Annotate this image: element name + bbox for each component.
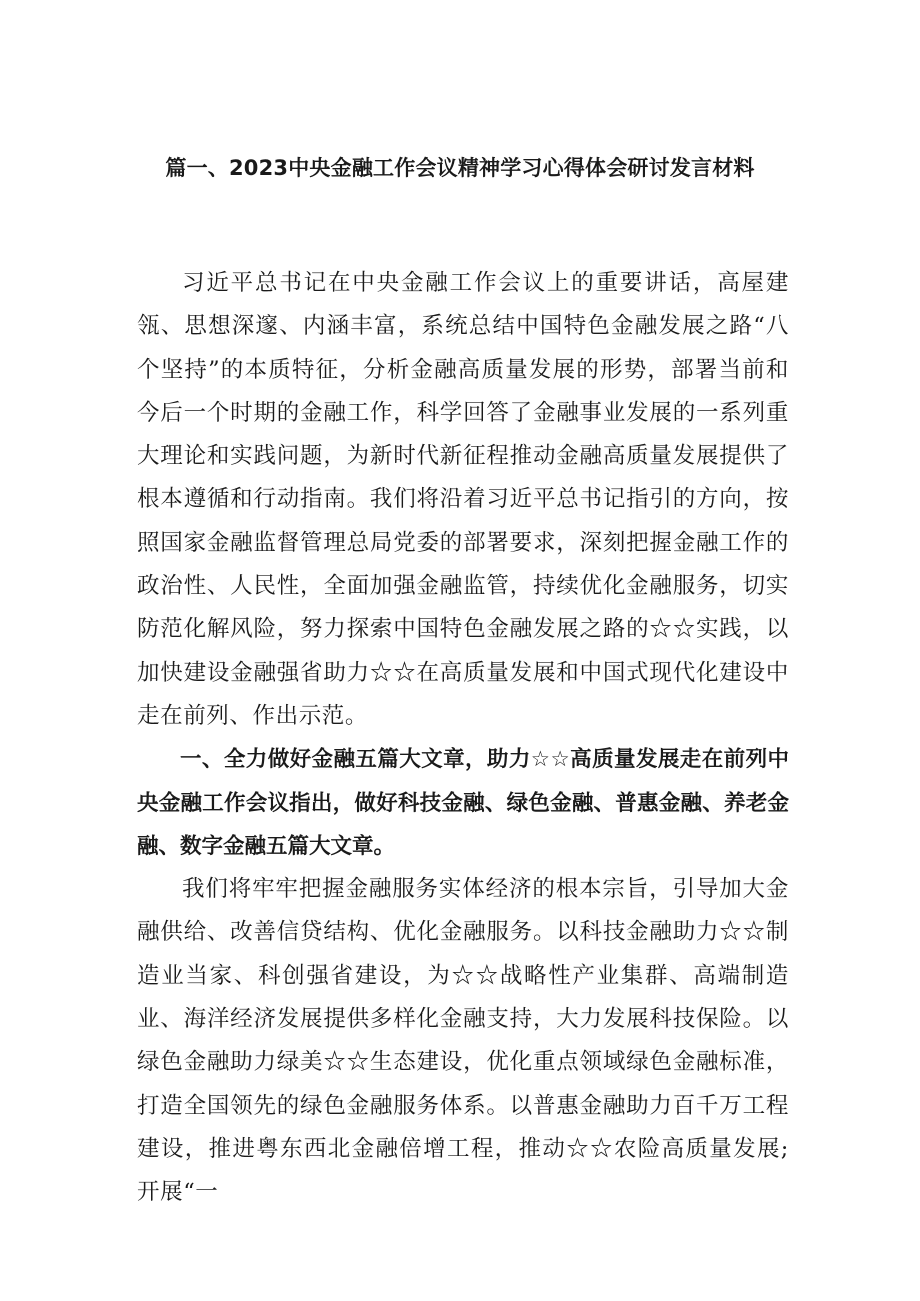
body-paragraph: 我们将牢牢把握金融服务实体经济的根本宗旨，引导加大金融供给、改善信贷结构、优化金融服务。以科技金融助力☆☆制造业当家、科创强省建设，为☆☆战略性产业集群、高端制造业、海洋经济发展提供多样化金融支持，大力发展科技保险。以绿色金融助力绿美☆☆生态建设，优化重点领域绿色金融标准，打造全国领先的绿色金融服务体系。以普惠金融助力百千万工程建设，推进粤东西北金融倍增工程，推动☆☆农险高质量发展;开展“一 [137,876,789,1206]
intro-paragraph: 习近平总书记在中央金融工作会议上的重要讲话，高屋建瓴、思想深邃、内涵丰富，系统总结中国特色金融发展之路“八个坚持”的本质特征，分析金融高质量发展的形势，部署当前和今后一个时期的金融工作，科学回答了金融事业发展的一系列重大理论和实践问题，为新时代新征程推动金融高质量发展提供了根本遵循和行动指南。我们将沿着习近平总书记指引的方向，按照国家金融监督管理总局党委的部署要求，深刻把握金融工作的政治性、人民性，全面加强金融监管，持续优化金融服务，切实防范化解风险，努力探索中国特色金融发展之路的☆☆实践，以加快建设金融强省助力☆☆在高质量发展和中国式现代化建设中走在前列、作出示范。 [137,270,789,729]
document-title: 篇一、2023中央金融工作会议精神学习心得体会研讨发言材料 [165,156,755,180]
document-body [137,262,789,1215]
section-heading-paragraph: 一、全力做好金融五篇大文章，助力☆☆高质量发展走在前列中央金融工作会议指出，做好科技金融、绿色金融、普惠金融、养老金融、数字金融五篇大文章。 [137,747,789,859]
